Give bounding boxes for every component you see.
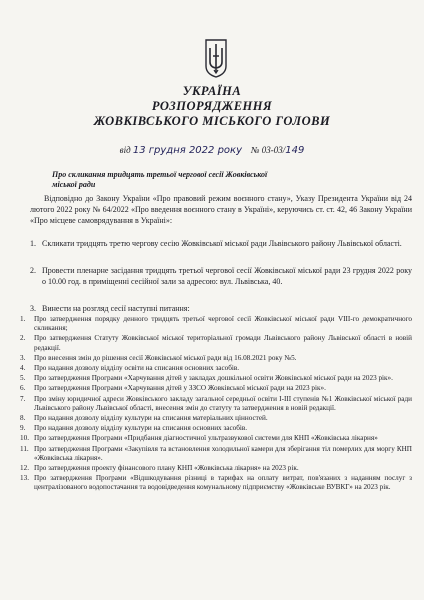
paragraph-2 <box>30 265 412 287</box>
list-item <box>20 414 412 423</box>
list-item <box>20 374 412 383</box>
intro-paragraph: Відповідно до Закону України «Про правовий режим воєнного стану», Указу Президента України від 24 лютого 2022 року № 64/2022 «Про введення воєнного стану в Україні», керуючись ст. ст. 42, 46 Закону України «Про місцеве самоврядування в Україні»: <box>30 194 412 226</box>
list-item-number: 5. <box>20 374 26 383</box>
paragraph-text: Скликати тридцять третю чергову сесію Жовківської міської ради Львівського району Львівської області. <box>42 239 402 248</box>
list-item-number: 1. <box>20 315 26 323</box>
trident-coat-of-arms-icon <box>203 38 229 78</box>
list-item <box>20 354 412 363</box>
list-item <box>20 395 412 413</box>
list-item-text: Про внесення змін до рішення сесії Жовківської міської ради від 16.08.2021 року №5. <box>34 353 297 362</box>
list-item-number: 10. <box>20 434 29 443</box>
paragraph-text: Провести пленарне засідання тридцять третьої чергової сесії Жовківської міської ради 23 грудня 2022 року о 10.00 год. в приміщенні сесійної зали за адресою: вул. Львівська, 40. <box>42 266 412 287</box>
list-item <box>20 315 412 333</box>
list-item-text: Про затвердження Програми «Закупівля та встановлення холодильної камери для зберігання тіл померлих для моргу КНП «Жовківська лікарня». <box>34 444 412 462</box>
header-doc-type: РОЗПОРЯДЖЕННЯ <box>151 99 273 113</box>
list-item-text: Про затвердження порядку денного тридцять третьої чергової сесії Жовківської міської ради VIII-го демократичного скликання; <box>34 315 412 333</box>
list-item-text: Про затвердження Програми «Харчування дітей у ЗЗСО Жовківської міської ради на 2023 рік». <box>34 384 326 393</box>
list-item-number: 3. <box>20 353 26 362</box>
list-item <box>20 434 412 443</box>
header-issuer: ЖОВКІВСЬКОГО МІСЬКОГО ГОЛОВИ <box>93 114 331 128</box>
list-item-text: Про затвердження Програми «Відшкодування різниці в тарифах на оплату витрат, пов'язаних з наданням послуг з централізованого водопостачання та водовідведення комунальному підприємству «Жовківське ВУВКГ» на 2023 рік. <box>34 474 412 492</box>
list-item-number: 11. <box>20 444 29 453</box>
list-item-number: 12. <box>20 464 29 473</box>
document-subject: Про скликання тридцять третьої чергової сесії Жовківської міської ради <box>52 170 268 189</box>
list-item-text: Про затвердження Статуту Жовківської міської територіальної громади Львівського району Львівської області в новій редакції. <box>34 334 412 352</box>
date-number-line <box>0 145 424 156</box>
list-item-text: Про надання дозволу відділу культури на списання основних засобів. <box>34 424 248 433</box>
list-item-number: 2. <box>20 334 26 343</box>
date-prefix: від <box>119 145 131 155</box>
list-item-number: 7. <box>20 394 26 403</box>
list-item-text: Про зміну юридичної адреси Жовківського закладу загальної середньої освіти І-ІІІ ступенів №1 Жовківської міської ради Львівського району Львівської області, внесення змін до статуту та затвердження в новій редакції. <box>34 394 412 412</box>
list-item <box>20 364 412 373</box>
list-item-text: Про надання дозволу відділу освіти на списання основних засобів. <box>34 364 240 373</box>
list-item-number: 13. <box>20 474 29 483</box>
list-item <box>20 474 412 492</box>
list-item <box>20 464 412 473</box>
list-item-number: 9. <box>20 424 26 433</box>
header-country: УКРАЇНА <box>182 84 242 98</box>
list-item-text: Про затвердження Програми «Придбання діагностичної ультразвукової системи для КНП «Жовківська лікарня» <box>34 434 378 443</box>
list-item-number: 6. <box>20 384 26 393</box>
list-item-text: Про затвердження Програми «Харчування дітей у закладах дошкільної освіти Жовківської міської ради на 2023 рік». <box>34 374 393 383</box>
list-item-number: 8. <box>20 414 26 423</box>
list-item-number: 4. <box>20 364 26 373</box>
paragraph-number: 2. <box>30 266 36 275</box>
handwritten-number: 149 <box>285 145 305 156</box>
paragraph-number: 3. <box>30 304 36 313</box>
number-label: № 03-03/ <box>251 145 286 155</box>
list-item-text: Про затвердження проекту фінансового плану КНП «Жовківська лікарня» на 2023 рік. <box>34 464 299 473</box>
agenda-list <box>20 315 412 494</box>
list-item-text: Про надання дозволу відділу культури на списання матеріальних цінностей. <box>34 414 268 423</box>
handwritten-date: 13 грудня 2022 року <box>132 145 242 156</box>
list-item <box>20 424 412 433</box>
paragraph-text: Винести на розгляд сесії наступні питання: <box>42 304 190 313</box>
paragraph-number: 1. <box>30 239 36 248</box>
list-item <box>20 445 412 463</box>
list-item <box>20 334 412 352</box>
paragraph-1 <box>30 238 412 249</box>
paragraph-3 <box>30 303 412 314</box>
list-item <box>20 384 412 393</box>
